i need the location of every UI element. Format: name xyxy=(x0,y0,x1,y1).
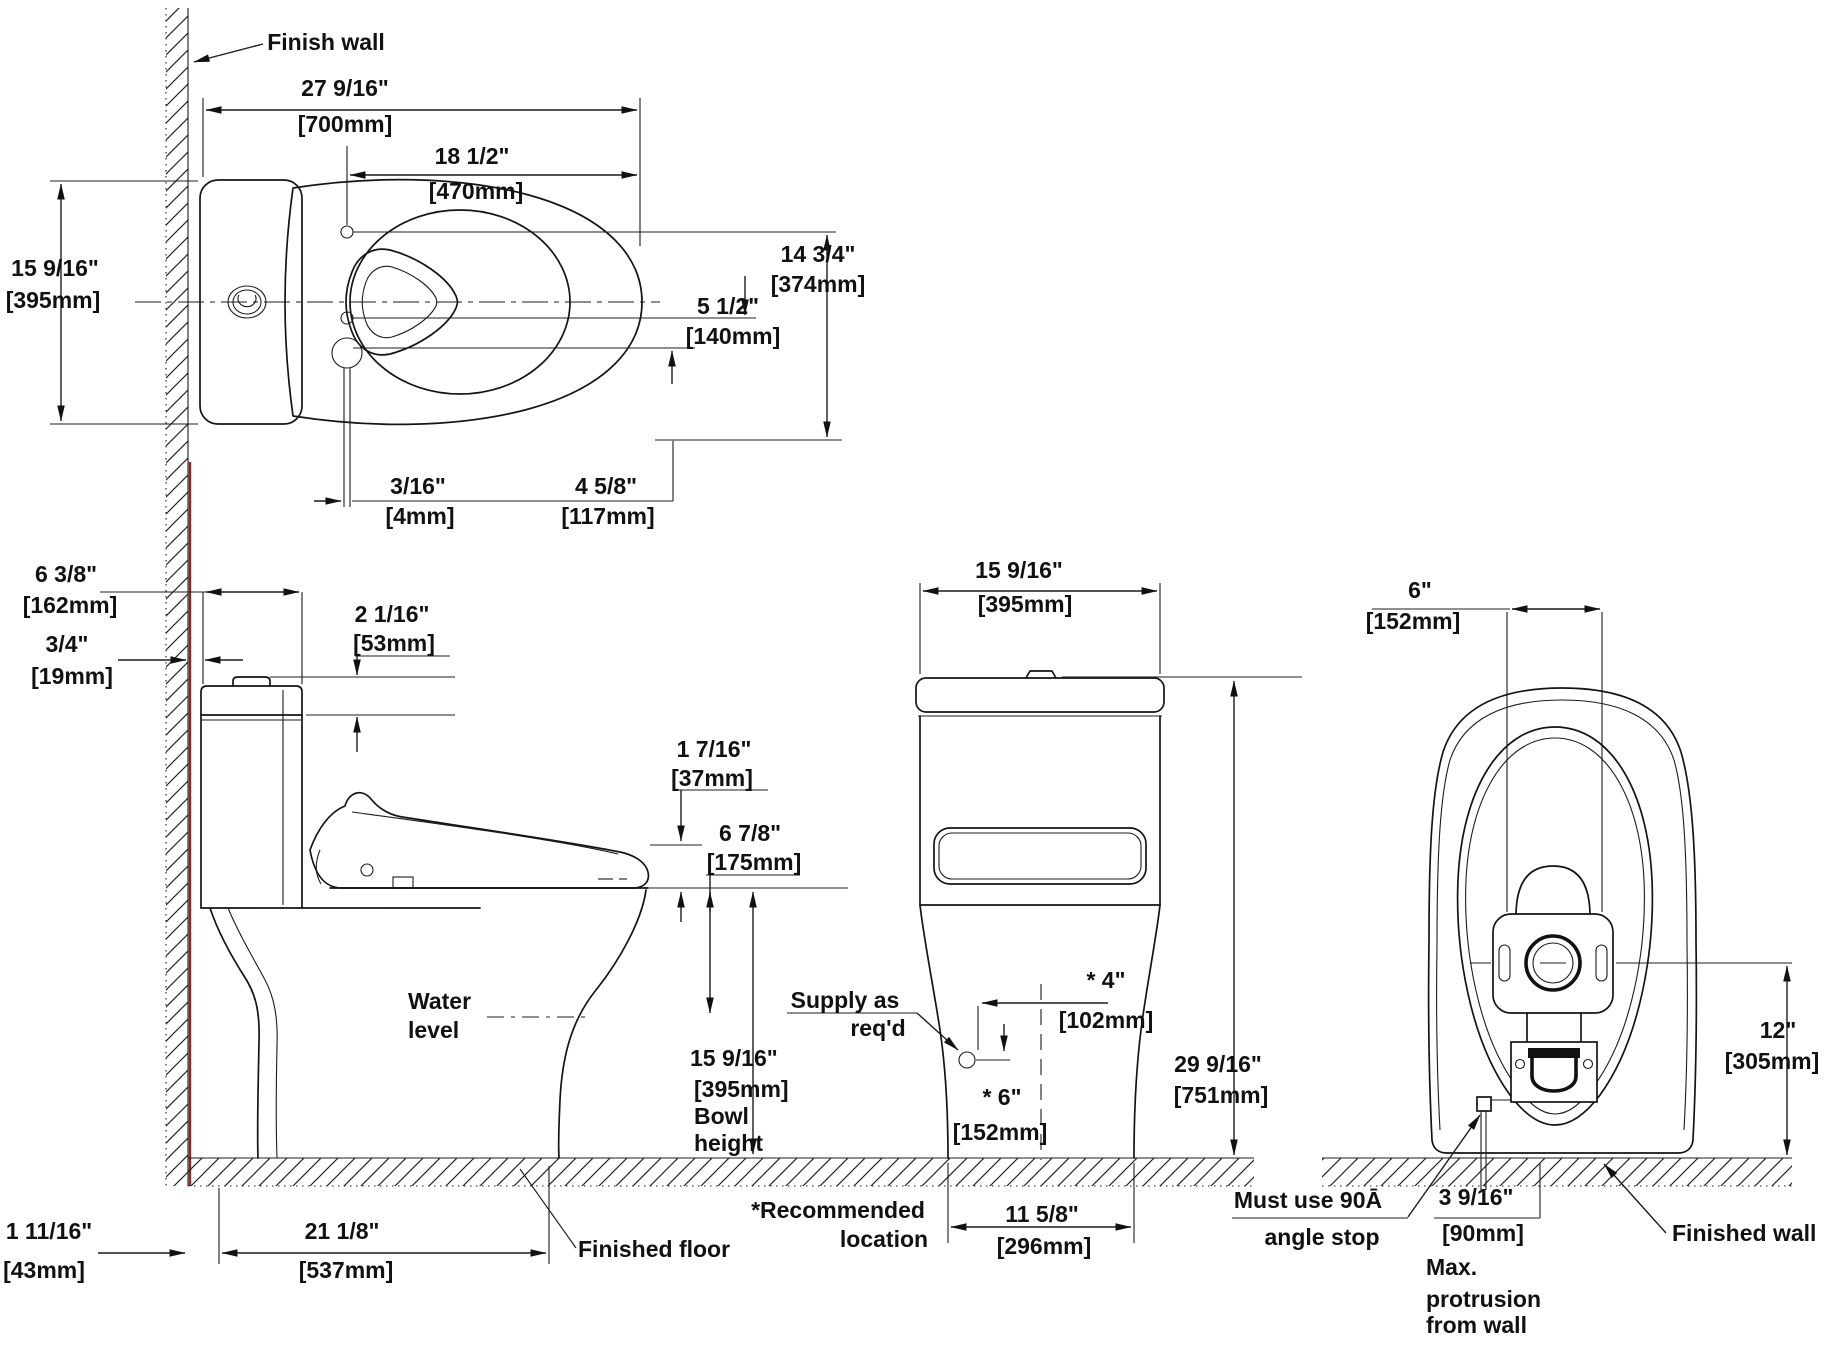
dim-rear-rough-in-in: 12" xyxy=(1759,1017,1797,1043)
dim-side-seat-lip-mm: [37mm] xyxy=(671,765,753,791)
seat-hinge-pin xyxy=(361,864,373,876)
supply-label-2: req'd xyxy=(850,1015,906,1041)
pedestal-left-profile xyxy=(920,905,948,1158)
dim-top-overall-depth-mm: [700mm] xyxy=(297,111,393,137)
dim-side-lid-height-in: 2 1/16" xyxy=(354,601,430,627)
dim-side-bowl-height-in: 15 9/16" xyxy=(690,1045,778,1071)
bowl-rear-profile xyxy=(210,908,259,1158)
dim-top-cap-in: 4 5/8" xyxy=(574,473,638,499)
dim-top-seat-depth-in: 18 1/2" xyxy=(434,143,510,169)
dim-front-supply-height-mm: [152mm] xyxy=(952,1119,1048,1145)
seat-side-outline xyxy=(310,793,648,888)
seat-mount-block xyxy=(393,877,413,888)
dim-front-tank-width-in: 15 9/16" xyxy=(975,557,1063,583)
dim-front-base-width-in: 11 5/8" xyxy=(1005,1201,1079,1227)
supply-location-circle xyxy=(959,1052,975,1068)
dim-side-rim-to-water-in: 6 7/8" xyxy=(718,820,782,846)
dim-front-overall-height-mm: [751mm] xyxy=(1173,1082,1269,1108)
dim-side-base-depth-mm: [537mm] xyxy=(298,1257,394,1283)
dim-side-seat-lip-in: 1 7/16" xyxy=(676,736,752,762)
dim-side-base-depth-in: 21 1/8" xyxy=(304,1218,380,1244)
dim-front-supply-offset-in: * 4" xyxy=(1086,967,1126,993)
dim-top-offset-in: 3/16" xyxy=(390,473,446,499)
dim-top-overall-depth-in: 27 9/16" xyxy=(301,75,389,101)
tank-recess-panel xyxy=(934,828,1146,884)
dim-front-tank-width-mm: [395mm] xyxy=(977,591,1073,617)
dim-side-bowl-height-mm: [395mm] xyxy=(694,1076,789,1102)
dim-top-overall-width-in: 15 9/16" xyxy=(11,255,99,281)
dim-side-tank-depth-mm: [162mm] xyxy=(22,592,118,618)
outlet-bar xyxy=(1528,1048,1580,1058)
finished-wall-section-rear-view xyxy=(1322,1158,1792,1186)
front-view xyxy=(751,557,1302,1259)
protrusion-label-3: from wall xyxy=(1426,1312,1527,1338)
dim-top-hole-spacing-mm: [140mm] xyxy=(685,323,781,349)
finish-wall-label: Finish wall xyxy=(267,29,385,55)
dim-rear-protrusion-in: 3 9/16" xyxy=(1438,1184,1514,1210)
tank-lid-front xyxy=(916,678,1164,712)
dim-top-overall-width-mm: [395mm] xyxy=(5,287,101,313)
bowl-front-profile xyxy=(559,890,646,1158)
dim-rear-trap-width-mm: [152mm] xyxy=(1365,608,1461,634)
dim-rear-trap-width-in: 6" xyxy=(1408,577,1432,603)
flush-button-front xyxy=(1026,671,1056,678)
finished-floor-section xyxy=(188,1158,1254,1186)
dim-side-wall-gap-in: 3/4" xyxy=(45,631,89,657)
dim-side-tank-depth-in: 6 3/8" xyxy=(34,561,98,587)
dim-top-hole-to-front-in: 14 3/4" xyxy=(780,241,856,267)
angle-stop-label-1: Must use 90Ā xyxy=(1233,1187,1383,1213)
dim-rear-protrusion-mm: [90mm] xyxy=(1442,1220,1524,1246)
supply-label-1: Supply as xyxy=(790,987,900,1013)
tank-side-outline xyxy=(201,686,302,908)
top-view xyxy=(6,29,866,529)
bowl-height-label-2: height xyxy=(694,1130,763,1156)
finished-floor-label: Finished floor xyxy=(578,1236,731,1262)
dim-top-seat-depth-mm: [470mm] xyxy=(428,178,524,204)
water-level-label-1: Water xyxy=(408,988,472,1014)
dim-front-base-width-mm: [296mm] xyxy=(996,1233,1092,1259)
dim-side-rim-to-water-mm: [175mm] xyxy=(706,849,802,875)
recommended-label-2: location xyxy=(839,1226,929,1252)
dim-top-hole-spacing-in: 5 1/2" xyxy=(696,293,760,319)
dim-top-hole-to-front-mm: [374mm] xyxy=(770,271,866,297)
dim-rear-rough-in-mm: [305mm] xyxy=(1724,1048,1820,1074)
bowl-height-label-1: Bowl xyxy=(694,1103,749,1129)
bolt-cap-circle xyxy=(332,338,362,368)
finish-wall-section xyxy=(166,8,190,1186)
water-level-label-2: level xyxy=(408,1017,460,1043)
angle-stop-fitting xyxy=(1477,1097,1491,1111)
protrusion-label-1: Max. xyxy=(1426,1254,1478,1280)
dim-top-offset-mm: [4mm] xyxy=(385,503,455,529)
protrusion-label-2: protrusion xyxy=(1426,1286,1541,1312)
dim-side-wall-gap-mm: [19mm] xyxy=(31,663,113,689)
dim-front-overall-height-in: 29 9/16" xyxy=(1174,1051,1262,1077)
dim-side-wall-to-base-mm: [43mm] xyxy=(3,1257,85,1283)
trap-dome xyxy=(1516,866,1590,916)
dim-front-supply-height-in: * 6" xyxy=(982,1084,1022,1110)
angle-stop-label-2: angle stop xyxy=(1264,1224,1380,1250)
flush-button-side xyxy=(233,677,270,686)
recommended-label-1: *Recommended xyxy=(751,1197,925,1223)
rear-view xyxy=(1232,577,1819,1338)
dim-side-lid-height-mm: [53mm] xyxy=(353,630,435,656)
dim-top-cap-mm: [117mm] xyxy=(561,503,655,529)
seat-bolt-hole-rear xyxy=(341,226,353,238)
finished-wall-label: Finished wall xyxy=(1672,1220,1817,1246)
dim-side-wall-to-base-in: 1 11/16" xyxy=(5,1218,93,1244)
dim-front-supply-offset-mm: [102mm] xyxy=(1058,1007,1154,1033)
